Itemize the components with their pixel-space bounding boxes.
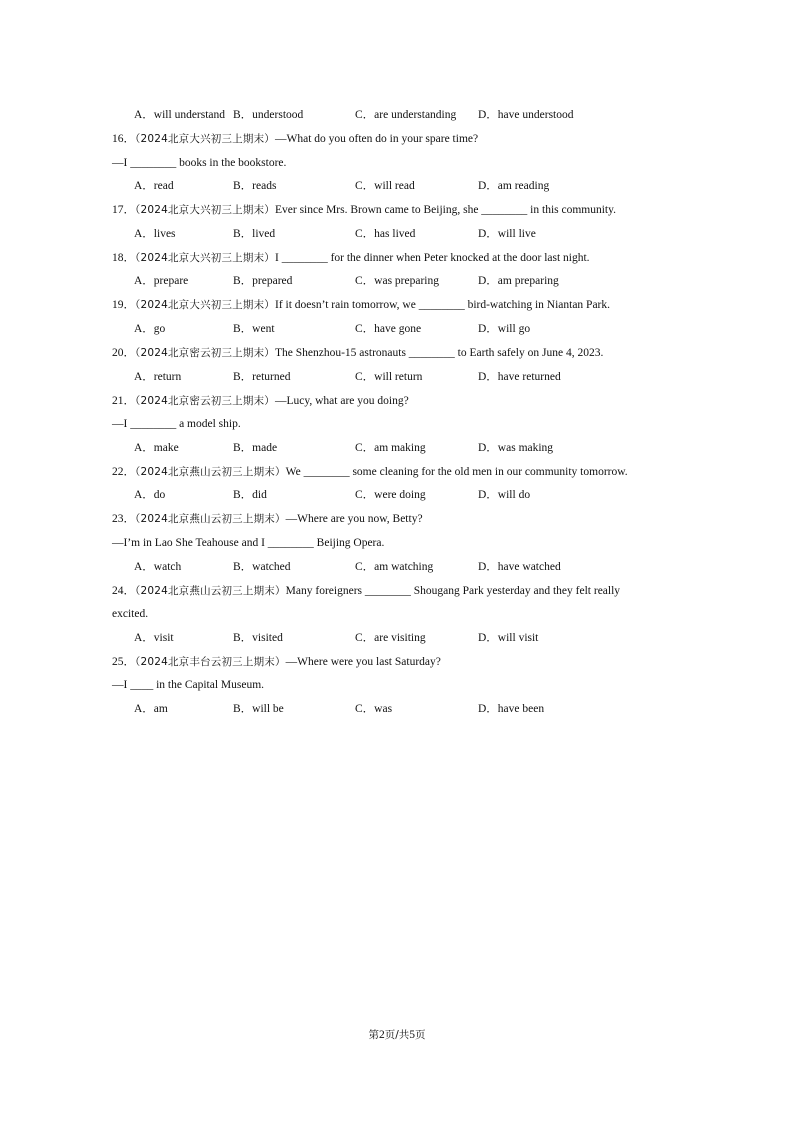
question-source: （2024北京密云初三上期末）	[135, 347, 275, 359]
question-number: 23．	[112, 513, 135, 526]
question-text: If it doesn’t rain tomorrow, we ________ bird-watching in Niantan Park.	[274, 299, 611, 312]
question-source: （2024北京燕山云初三上期末）	[135, 465, 286, 478]
question-line	[112, 606, 148, 622]
option: D．will visit	[478, 631, 539, 644]
option: C．will return	[355, 370, 423, 383]
question-stem	[112, 345, 603, 361]
question-text: —What do you often do in your spare time?	[274, 133, 479, 145]
option: A．am	[134, 703, 168, 715]
option: D．will live	[478, 227, 536, 240]
question-stem	[112, 393, 409, 409]
option: B．prepared	[233, 275, 293, 288]
question-number: 16．	[112, 133, 135, 145]
option: C．was preparing	[355, 275, 439, 288]
option: C．am making	[355, 441, 426, 454]
question-stem	[112, 250, 590, 266]
option: A．lives	[134, 227, 176, 240]
option-row	[134, 107, 694, 123]
option: D．have understood	[478, 109, 574, 121]
option: C．will read	[355, 180, 415, 193]
question-source: （2024北京燕山云初三上期末）	[135, 584, 286, 597]
option: A．will understand	[134, 109, 226, 121]
option-row	[134, 178, 694, 194]
question-stem	[112, 654, 441, 670]
option-row	[134, 487, 694, 503]
option: B．visited	[233, 631, 283, 644]
question-text: —Lucy, what are you doing?	[274, 394, 409, 407]
option: D．have been	[478, 703, 545, 715]
question-source: （2024北京大兴初三上期末）	[135, 251, 275, 264]
footer-middle: 页/共	[384, 1029, 410, 1041]
question-number: 21．	[112, 394, 135, 407]
option-row	[134, 369, 694, 385]
option-row	[134, 440, 694, 456]
footer-current-page: 2	[378, 1029, 385, 1041]
option: C．are understanding	[355, 109, 457, 121]
question-text: —I ________ a model ship.	[112, 418, 241, 431]
question-text: Ever since Mrs. Brown came to Beijing, she ________ in this community.	[274, 204, 616, 217]
page-footer	[0, 1027, 794, 1043]
option: B．will be	[233, 703, 284, 715]
option: C．has lived	[355, 227, 416, 240]
question-number: 17．	[112, 204, 135, 217]
question-text: —I ________ books in the bookstore.	[112, 156, 287, 169]
question-stem	[112, 297, 610, 313]
option-row	[134, 701, 694, 717]
option: A．return	[134, 370, 182, 383]
question-line	[112, 535, 384, 551]
question-source: （2024北京燕山云初三上期末）	[135, 513, 286, 526]
option: B．did	[233, 489, 267, 502]
question-number: 19．	[112, 299, 135, 312]
question-stem	[112, 202, 616, 218]
question-source: （2024北京大兴初三上期末）	[135, 133, 275, 145]
option: D．have returned	[478, 370, 561, 383]
question-stem	[112, 511, 423, 527]
question-text: excited.	[112, 608, 149, 621]
question-text: Many foreigners ________ Shougang Park yesterday and they felt really	[285, 584, 621, 597]
footer-prefix: 第	[368, 1029, 379, 1041]
option: B．lived	[233, 227, 276, 240]
question-stem	[112, 464, 628, 480]
option: D．am preparing	[478, 275, 559, 288]
option: D．was making	[478, 441, 554, 454]
option: B．understood	[233, 109, 304, 121]
question-number: 20．	[112, 347, 135, 359]
question-number: 25．	[112, 655, 135, 668]
question-line	[112, 155, 286, 171]
option: A．prepare	[134, 275, 189, 288]
footer-suffix: 页	[415, 1029, 426, 1041]
option: A．do	[134, 489, 166, 502]
option-row	[134, 321, 694, 337]
question-source: （2024北京大兴初三上期末）	[135, 299, 275, 312]
option: C．have gone	[355, 323, 422, 335]
option: B．made	[233, 441, 278, 454]
option-row	[134, 559, 694, 575]
question-line	[112, 677, 264, 693]
option: B．returned	[233, 370, 291, 383]
option: B．went	[233, 323, 275, 335]
question-text: I ________ for the dinner when Peter knocked at the door last night.	[274, 251, 590, 264]
option: A．watch	[134, 560, 182, 573]
option: D．am reading	[478, 180, 550, 193]
option: D．have watched	[478, 560, 561, 573]
question-source: （2024北京大兴初三上期末）	[135, 204, 275, 217]
question-number: 18．	[112, 251, 135, 264]
question-text: The Shenzhou-15 astronauts ________ to Earth safely on June 4, 2023.	[274, 347, 604, 359]
option-row	[134, 273, 694, 289]
question-source: （2024北京丰台云初三上期末）	[135, 655, 286, 668]
question-source: （2024北京密云初三上期末）	[135, 394, 275, 407]
option-row	[134, 226, 694, 242]
question-number: 24．	[112, 584, 135, 597]
option: B．reads	[233, 180, 277, 193]
option: D．will do	[478, 489, 531, 502]
question-stem	[112, 583, 620, 599]
option: C．are visiting	[355, 631, 426, 644]
question-stem	[112, 131, 478, 147]
question-text: —I ____ in the Capital Museum.	[112, 679, 265, 692]
option: A．read	[134, 180, 174, 193]
question-line	[112, 416, 241, 432]
option: A．go	[134, 323, 166, 335]
question-number: 22．	[112, 465, 135, 478]
option: D．will go	[478, 323, 531, 335]
option: A．make	[134, 441, 179, 454]
option: C．am watching	[355, 560, 434, 573]
question-text: We ________ some cleaning for the old men in our community tomorrow.	[285, 465, 628, 478]
question-text: —Where were you last Saturday?	[285, 655, 441, 668]
question-text: —Where are you now, Betty?	[285, 513, 423, 526]
option-row	[134, 630, 694, 646]
option: A．visit	[134, 631, 174, 644]
question-text: —I’m in Lao She Teahouse and I ________ Beijing Opera.	[112, 537, 385, 549]
option: B．watched	[233, 560, 291, 573]
option: C．were doing	[355, 489, 426, 502]
footer-total-pages: 5	[409, 1029, 416, 1041]
option: C．was	[355, 703, 393, 715]
